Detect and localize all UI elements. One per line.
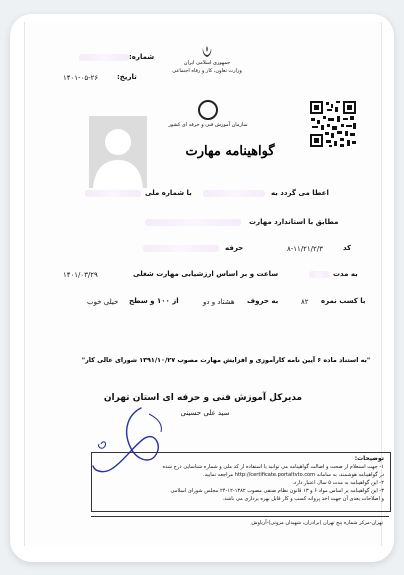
footer-divider xyxy=(91,516,389,517)
person-placeholder-icon xyxy=(89,116,147,188)
assessment-date: ۱۴۰۱/۰۳/۲۹ xyxy=(63,271,98,279)
notes-heading: توضیحات: xyxy=(354,455,384,462)
code-value: ۸-۱۱/۲۱/۲/۳ xyxy=(287,245,323,253)
issue-date: ۱۴۰۱-۰۵-۲۶ xyxy=(63,74,99,82)
score-label: با کسب نمره xyxy=(321,297,366,305)
certificate-number-redacted xyxy=(79,54,129,61)
date-label: تاریخ: xyxy=(117,73,137,81)
organization-name: سازمان آموزش فنی و حرفه ای کشور xyxy=(168,122,248,128)
certificate-document xyxy=(24,22,382,546)
notes-line-2: در گواهینامه هوشمند، به سامانه http://certificate.portaltvto.com مراجعه نمایید. xyxy=(202,472,384,478)
iran-emblem-icon xyxy=(201,46,213,58)
notes-line-4: ۳- این گواهینامه بر اساس مواد ۶ و ۱۳ قانون نظام صنفی مصوب ۱۳۸۲-۱۲-۲۴ مجلس شورای اسلامی xyxy=(170,488,384,494)
score-words: هشتاد و دو xyxy=(203,298,235,306)
duration-label: به مدت xyxy=(333,270,358,278)
regulation-note: "به استناد ماده ۶ آیین نامه کارآموزی و افزایش مهارت مصوب ۱۳۹۱/۱۰/۲۷ شورای عالی کار" xyxy=(81,356,371,364)
ministry-name: وزارت تعاون، کار و رفاه اجتماعی xyxy=(172,68,242,74)
of-100-label: از ۱۰۰ و سطح xyxy=(129,297,179,305)
hours-label: ساعت و بر اساس ارزشیابی مهارت شغلی xyxy=(133,270,279,278)
national-id-redacted xyxy=(85,190,141,197)
standard-name-redacted xyxy=(145,219,241,226)
level-value: خیلی خوب xyxy=(87,298,119,306)
duration-redacted xyxy=(309,271,329,278)
notes-box xyxy=(91,452,391,512)
score-value: ۸۲ xyxy=(301,298,309,306)
standard-label: مطابق با استاندارد مهارت xyxy=(249,218,339,226)
grantee-label: اعطا می گردد به xyxy=(271,189,329,197)
notes-line-5: و اصلاحات بعدی آن جهت اخذ پروانه کسب و کار قابل بهره برداری می باشد. xyxy=(222,496,384,502)
code-label: کد xyxy=(343,244,352,252)
signatory-name: سید علی حسینی xyxy=(180,409,230,417)
notes-line-3: ۲- این گواهینامه به مدت ۵ سال اعتبار دارد. xyxy=(292,480,384,486)
tvto-logo-icon xyxy=(198,100,218,120)
in-words-label: به حروف xyxy=(247,297,279,305)
center-address: تهران-مرکز شماره پنج تهران (برادران، شهیدان مروتی)-آریاوش xyxy=(251,520,383,526)
signatory-title: مدیرکل آموزش فنی و حرفه ای استان تهران xyxy=(103,393,303,403)
national-id-label: با شماره ملی xyxy=(145,189,192,197)
republic-name: جمهوری اسلامی ایران xyxy=(183,60,231,66)
qr-code-icon xyxy=(309,100,357,148)
notes-line-1: ۱- جهت استعلام از صحت و اصالت گواهینامه می توانید با استفاده از کد ملی و شماره شناسایی درج شده xyxy=(162,464,384,470)
trade-label: حرفه xyxy=(225,244,244,252)
grantee-name-redacted xyxy=(203,190,265,197)
number-label: شماره: xyxy=(129,53,155,61)
certificate-title: گواهینامه مهارت xyxy=(185,144,275,159)
trade-name-redacted xyxy=(143,245,219,252)
